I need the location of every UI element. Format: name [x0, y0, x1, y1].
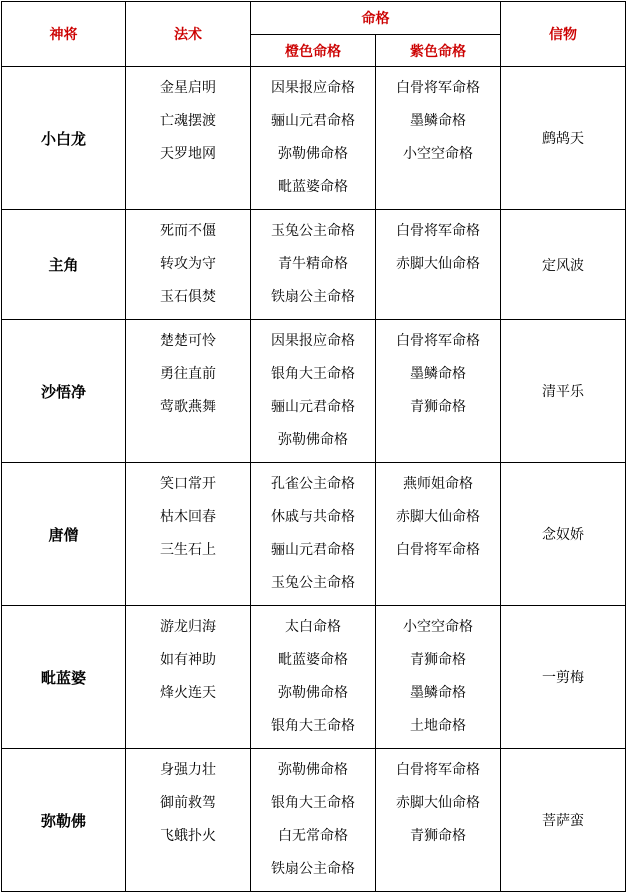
token-name: 鹧鸪天: [501, 67, 626, 210]
spell-item: 御前救驾: [160, 795, 216, 811]
purple-fate-item: 墨鳞命格: [410, 685, 466, 701]
header-orange-fate: 橙色命格: [251, 35, 376, 67]
spell-item: 如有神助: [160, 652, 216, 668]
spell-item: 飞蛾扑火: [160, 828, 216, 844]
purple-fate-list: [376, 210, 501, 320]
spell-list: [126, 463, 251, 606]
orange-fate-item: 弥勒佛命格: [278, 762, 348, 778]
purple-fate-item: 土地命格: [410, 718, 466, 734]
orange-fate-item: 太白命格: [285, 619, 341, 635]
orange-fate-list: [251, 67, 376, 210]
spell-item: 笑口常开: [160, 476, 216, 492]
spell-item: 勇往直前: [160, 366, 216, 382]
purple-fate-item: 小空空命格: [403, 146, 473, 162]
orange-fate-item: 银角大王命格: [271, 366, 355, 382]
orange-fate-item: 骊山元君命格: [271, 399, 355, 415]
spell-item: 亡魂摆渡: [160, 113, 216, 129]
spell-list: [126, 320, 251, 463]
purple-fate-item: 赤脚大仙命格: [396, 795, 480, 811]
spell-list: [126, 210, 251, 320]
purple-fate-item: 赤脚大仙命格: [396, 256, 480, 272]
table-row: [2, 67, 626, 210]
purple-fate-list: [376, 749, 501, 892]
table-row: [2, 749, 626, 892]
purple-fate-item: 墨鳞命格: [410, 113, 466, 129]
purple-fate-item: 青狮命格: [410, 652, 466, 668]
general-fate-table: [1, 1, 626, 892]
spell-item: 枯木回春: [160, 509, 216, 525]
spell-item: 三生石上: [160, 542, 216, 558]
orange-fate-item: 玉兔公主命格: [271, 575, 355, 591]
orange-fate-list: [251, 749, 376, 892]
header-row-1: [2, 2, 626, 35]
orange-fate-item: 毗蓝婆命格: [278, 179, 348, 195]
spell-item: 金星启明: [160, 80, 216, 96]
purple-fate-item: 白骨将军命格: [396, 333, 480, 349]
spell-list: [126, 606, 251, 749]
purple-fate-item: 赤脚大仙命格: [396, 509, 480, 525]
purple-fate-item: 白骨将军命格: [396, 762, 480, 778]
general-name: 毗蓝婆: [2, 606, 126, 749]
orange-fate-item: 休戚与共命格: [271, 509, 355, 525]
spell-item: 玉石俱焚: [160, 289, 216, 305]
orange-fate-item: 弥勒佛命格: [278, 685, 348, 701]
orange-fate-item: 孔雀公主命格: [271, 476, 355, 492]
token-name: 一剪梅: [501, 606, 626, 749]
orange-fate-item: 弥勒佛命格: [278, 432, 348, 448]
purple-fate-list: [376, 67, 501, 210]
orange-fate-list: [251, 210, 376, 320]
general-name: 沙悟净: [2, 320, 126, 463]
orange-fate-item: 银角大王命格: [271, 795, 355, 811]
orange-fate-item: 毗蓝婆命格: [278, 652, 348, 668]
spell-item: 楚楚可怜: [160, 333, 216, 349]
orange-fate-item: 因果报应命格: [271, 333, 355, 349]
spell-item: 莺歌燕舞: [160, 399, 216, 415]
general-name: 唐僧: [2, 463, 126, 606]
purple-fate-list: [376, 606, 501, 749]
header-fate: 命格: [251, 2, 501, 35]
header-general: 神将: [2, 2, 126, 67]
orange-fate-list: [251, 320, 376, 463]
purple-fate-item: 白骨将军命格: [396, 542, 480, 558]
orange-fate-item: 弥勒佛命格: [278, 146, 348, 162]
header-token: 信物: [501, 2, 626, 67]
spell-item: 天罗地网: [160, 146, 216, 162]
orange-fate-item: 银角大王命格: [271, 718, 355, 734]
orange-fate-item: 骊山元君命格: [271, 542, 355, 558]
token-name: 定风波: [501, 210, 626, 320]
general-name: 弥勒佛: [2, 749, 126, 892]
table-row: [2, 210, 626, 320]
table-row: [2, 463, 626, 606]
orange-fate-item: 骊山元君命格: [271, 113, 355, 129]
orange-fate-list: [251, 463, 376, 606]
table-row: [2, 606, 626, 749]
header-purple-fate: 紫色命格: [376, 35, 501, 67]
general-name: 主角: [2, 210, 126, 320]
orange-fate-item: 白无常命格: [278, 828, 348, 844]
orange-fate-item: 铁扇公主命格: [271, 861, 355, 877]
orange-fate-item: 玉兔公主命格: [271, 223, 355, 239]
purple-fate-item: 墨鳞命格: [410, 366, 466, 382]
purple-fate-item: 白骨将军命格: [396, 80, 480, 96]
spell-item: 转攻为守: [160, 256, 216, 272]
purple-fate-item: 白骨将军命格: [396, 223, 480, 239]
orange-fate-item: 因果报应命格: [271, 80, 355, 96]
spell-item: 死而不僵: [160, 223, 216, 239]
purple-fate-list: [376, 463, 501, 606]
table-row: [2, 320, 626, 463]
purple-fate-item: 青狮命格: [410, 399, 466, 415]
spell-list: [126, 749, 251, 892]
purple-fate-item: 燕师姐命格: [403, 476, 473, 492]
spell-item: 身强力壮: [160, 762, 216, 778]
spell-item: 游龙归海: [160, 619, 216, 635]
token-name: 菩萨蛮: [501, 749, 626, 892]
purple-fate-list: [376, 320, 501, 463]
orange-fate-item: 铁扇公主命格: [271, 289, 355, 305]
token-name: 清平乐: [501, 320, 626, 463]
orange-fate-item: 青牛精命格: [278, 256, 348, 272]
token-name: 念奴娇: [501, 463, 626, 606]
spell-item: 烽火连天: [160, 685, 216, 701]
orange-fate-list: [251, 606, 376, 749]
header-spells: 法术: [126, 2, 251, 67]
general-name: 小白龙: [2, 67, 126, 210]
purple-fate-item: 小空空命格: [403, 619, 473, 635]
spell-list: [126, 67, 251, 210]
purple-fate-item: 青狮命格: [410, 828, 466, 844]
